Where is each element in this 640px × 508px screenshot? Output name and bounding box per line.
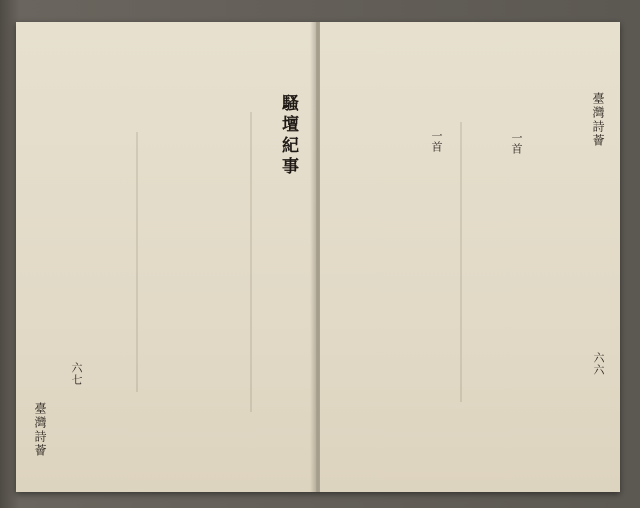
text-column-1 bbox=[254, 92, 266, 422]
bleed-through bbox=[136, 132, 138, 392]
line-end-marker: 一首 bbox=[510, 132, 523, 154]
right-page bbox=[320, 22, 620, 492]
text-column-5 bbox=[190, 92, 202, 422]
text-column-12 bbox=[394, 92, 406, 422]
bleed-through bbox=[460, 122, 462, 402]
text-column-3 bbox=[538, 92, 550, 422]
text-column-13 bbox=[62, 92, 74, 422]
bleed-through bbox=[250, 112, 252, 412]
text-column-15 bbox=[346, 92, 358, 422]
text-column-2 bbox=[554, 92, 566, 422]
text-column-3 bbox=[222, 92, 234, 422]
right-running-header: 臺灣詩薈 bbox=[591, 92, 605, 148]
text-column-12 bbox=[78, 92, 90, 422]
text-column-7 bbox=[474, 92, 486, 422]
text-column-1 bbox=[570, 92, 582, 422]
section-title: 騷壇紀事 bbox=[278, 94, 298, 178]
text-column-4 bbox=[206, 92, 218, 422]
left-running-header: 臺灣詩薈 bbox=[33, 402, 47, 458]
text-column-11 bbox=[410, 92, 422, 422]
text-column-7 bbox=[158, 92, 170, 422]
text-column-11 bbox=[94, 92, 106, 422]
text-column-14 bbox=[46, 92, 58, 422]
text-column-14 bbox=[362, 92, 374, 422]
text-column-2 bbox=[238, 92, 250, 422]
line-end-marker: 一首 bbox=[430, 130, 443, 152]
text-column-6 bbox=[490, 92, 502, 422]
right-page-number: 六六 bbox=[592, 352, 605, 376]
text-column-8 bbox=[142, 92, 154, 422]
open-book-spread bbox=[16, 22, 620, 492]
text-column-10 bbox=[110, 92, 122, 422]
text-column-6 bbox=[174, 92, 186, 422]
left-page bbox=[16, 22, 316, 492]
left-page-number: 六七 bbox=[70, 362, 83, 386]
text-column-13 bbox=[378, 92, 390, 422]
